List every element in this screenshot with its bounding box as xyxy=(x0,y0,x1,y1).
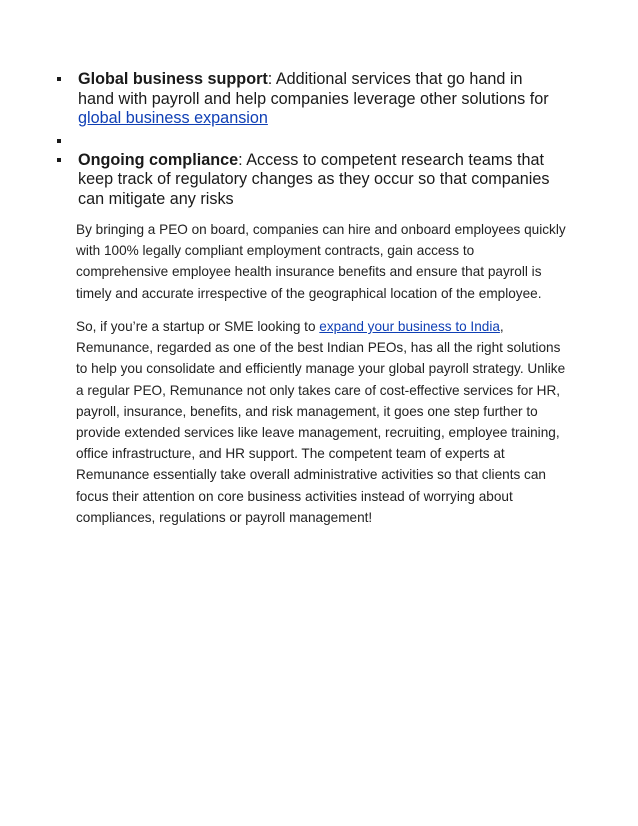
bullet-item-empty xyxy=(56,131,556,151)
bullet-text: : Additional services that go hand in hand with payroll and help companies leverage other solutions for xyxy=(78,70,549,108)
bullet-item-ongoing-compliance xyxy=(56,151,556,210)
square-bullet-icon xyxy=(57,77,61,81)
bullet-text: : Access to competent research teams that keep track of regulatory changes as they occur so that companies can mitigate any risks xyxy=(78,150,550,208)
bullet-title: Ongoing compliance xyxy=(78,150,239,169)
square-bullet-icon xyxy=(57,139,61,143)
global-business-expansion-link[interactable]: global business expansion xyxy=(78,109,268,127)
paragraph-text-after-link: , Remunance, regarded as one of the best Indian PEOs, has all the right solutions to help you consolidate and efficiently manage your global payroll strategy. Unlike a regular PEO, Remunance not only takes care of cost-effective services for HR, payroll, insurance, benefits, and risk management, it goes one step further to provide extended services like leave management, recruiting, employee training, office infrastructure, and HR support. The competent team of experts at Remunance essentially take overall administrative activities so that clients can focus their attention on core business activities instead of worrying about compliances, regulations or payroll management! xyxy=(76,319,566,525)
paragraph-text-before-link: So, if you’re a startup or SME looking to xyxy=(76,319,320,334)
expand-business-to-india-link[interactable]: expand your business to India xyxy=(319,319,500,334)
bullet-list xyxy=(56,70,556,209)
paragraph-text: By bringing a PEO on board, companies can hire and onboard employees quickly with 100% legally compliant employment contracts, gain access to comprehensive employee health insurance benefits and ensure that payroll is timely and accurate irrespective of the geographical location of the employee. xyxy=(76,222,566,301)
paragraph-peo-benefits xyxy=(76,219,568,304)
bullet-item-global-business-support xyxy=(56,70,556,129)
bullet-title: Global business support xyxy=(78,70,268,88)
square-bullet-icon xyxy=(57,158,61,162)
paragraph-remunance xyxy=(76,316,568,528)
